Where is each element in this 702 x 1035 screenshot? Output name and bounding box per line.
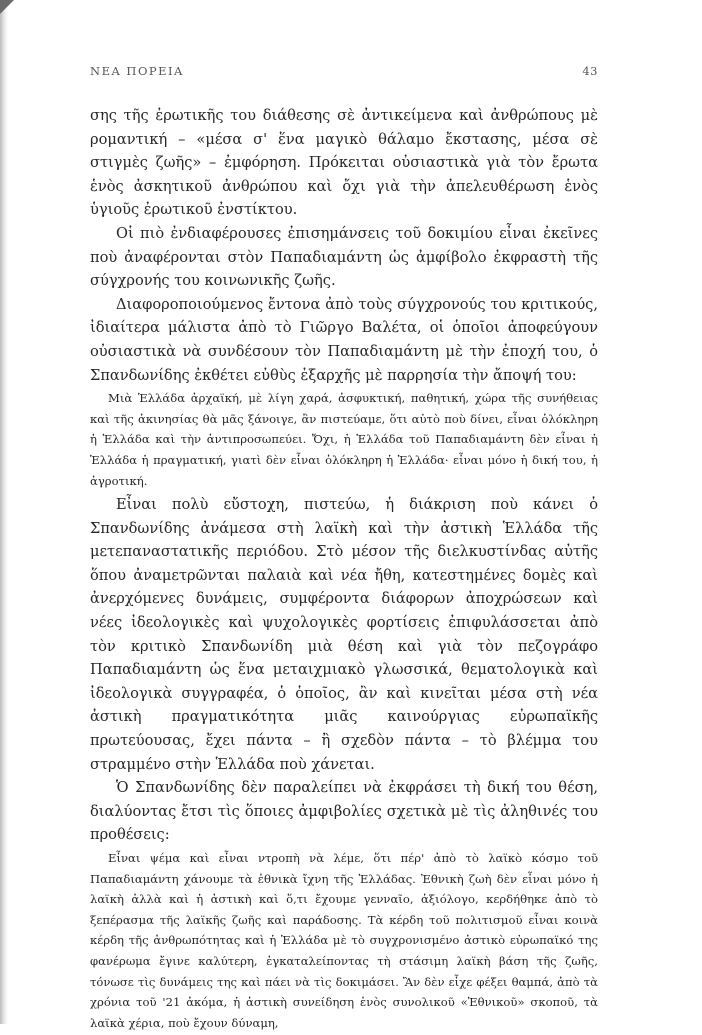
- block-quote-2: Εἶναι ψέμα καὶ εἶναι ντροπὴ νὰ λέμε, ὅτι πέρ' ἀπὸ τὸ λαϊκὸ κόσμο τοῦ Παπαδιαμάντη χάνουμε τὰ ἐθνικὰ ἴχνη τῆς Ἑλλάδας. Ἐθνικὴ ζωὴ δὲν εἶναι μόνο ἡ λαϊκὴ ἀλλὰ καὶ ἡ ἀστικὴ καὶ ὅ,τι ἔχουμε γενναῖο, ἀξιόλογο, κερδήθηκε ἀπὸ τὸ ξεπέρασμα τῆς λαϊκῆς ζωῆς καὶ παράδοσης. Τὰ κέρδη τοῦ πολιτισμοῦ εἶναι κοινὰ κέρδη τῆς ἀνθρωπότητας καὶ ἡ Ἑλλάδα μὲ τὸ συγχρονισμένο ἀστικὸ εὐρωπαϊκό της φανέρωμα ἔγινε καλύτερη, ἐγκαταλείποντας τὴ στάσιμη λαϊκὴ βάση τῆς ζωῆς, τόνωσε τὶς δυνάμεις της καὶ πάει νὰ τὶς δοκιμάσει. Ἂν δὲν εἶχε φέξει θαμπά, ἀπὸ τὰ χρόνια τοῦ '21 ἀκόμα, ἡ ἀστικὴ συνείδηση ἑνὸς συνολικοῦ «Ἐθνικοῦ» σκοποῦ, τὰ λαϊκὰ χέρια, ποὺ ἔχουν δύναμη,: [90, 851, 598, 1030]
- scan-corner-mark: [0, 0, 14, 14]
- block-quote-1: Μιὰ Ἑλλάδα ἀρχαϊκή, μὲ λίγη χαρά, ἀσφυκτική, παθητική, χώρα τῆς συνήθειας καὶ τῆς ἀκινησίας θὰ μᾶς ξάνοιγε, ἂν πιστεύαμε, ὅτι αὐτὸ ποὺ δίνει, εἶναι ὁλόκληρη ἡ Ἑλλάδα καὶ τὴν ἀντιπροσωπεύει. Ὄχι, ἡ Ἑλλάδα τοῦ Παπαδιαμάντη δὲν εἶναι ἡ Ἑλλάδα ἡ πραγματική, γιατὶ δὲν εἶναι ὁλόκληρη ἡ Ἑλλάδα· εἶναι μόνο ἡ δική του, ἡ ἀγροτική.: [90, 391, 598, 488]
- paragraph-2: Οἱ πιὸ ἐνδιαφέρουσες ἐπισημάνσεις τοῦ δοκιμίου εἶναι ἐκεῖνες ποὺ ἀναφέρονται στὸν Παπαδιαμάντη ὡς ἀμφίβολο ἐκφραστὴ τῆς σύγχρονής του κοινωνικῆς ζωῆς.: [90, 224, 598, 290]
- page-gutter-shadow: [0, 0, 8, 1024]
- paragraph-4: Εἶναι πολὺ εὔστοχη, πιστεύω, ἡ διάκριση ποὺ κάνει ὁ Σπανδωνίδης ἀνάμεσα στὴ λαϊκὴ καὶ τὴν ἀστικὴ Ἑλλάδα τῆς μετεπαναστατικῆς περιόδου. Στὸ μέσον τῆς διελκυστίνδας αὐτῆς ὅπου ἀναμετρῶνται παλαιὰ καὶ νέα ἤθη, κατεστημένες δομὲς καὶ ἀνερχόμενες δυνάμεις, συμφέροντα διάφορων ἀποχρώσεων καὶ νέες ἰδεολογικὲς καὶ ψυχολογικὲς φορτίσεις ἐπιφυλάσσεται ἀπὸ τὸν κριτικὸ Σπανδωνίδη μιὰ θέση καὶ γιὰ τὸν πεζογράφο Παπαδιαμάντη ὡς ἕνα μεταιχμιακὸ γλωσσικά, θεματολογικὰ καὶ ἰδεολογικὰ συγγραφέα, ὁ ὁποῖος, ἂν καὶ κινεῖται μέσα στὴ νέα ἀστικὴ πραγματικότητα μιᾶς καινούργιας εὐρωπαϊκῆς πρωτεύουσας, ἔχει πάντα – ἢ σχεδὸν πάντα – τὸ βλέμμα του στραμμένο στὴν Ἑλλάδα ποὺ χάνεται.: [90, 496, 598, 773]
- body-text: [90, 104, 598, 1035]
- page-number: 43: [582, 64, 598, 78]
- running-title: ΝΕΑ ΠΟΡΕΙΑ: [90, 64, 184, 78]
- paragraph-1: σης τῆς ἐρωτικῆς του διάθεσης σὲ ἀντικείμενα καὶ ἀνθρώπους μὲ ρομαντική – «μέσα σ' ἕνα μαγικὸ θάλαμο ἔκστασης, μέσα σὲ στιγμὲς ζωῆς» – ἐμφόρηση. Πρόκειται οὐσιαστικὰ γιὰ τὸν ἔρωτα ἑνὸς ἀσκητικοῦ ἀνθρώπου καὶ ὄχι γιὰ τὴν ἀπελευθέρωση ἑνὸς ὑγιοῦς ἐρωτικοῦ ἐνστίκτου.: [90, 107, 598, 219]
- paragraph-5: Ὁ Σπανδωνίδης δὲν παραλείπει νὰ ἐκφράσει τὴ δική του θέση, διαλύοντας ἔτσι τὶς ὅποιες ἀμφιβολίες σχετικὰ μὲ τὶς ἀληθινές του προθέσεις:: [90, 779, 598, 844]
- paragraph-3: Διαφοροποιούμενος ἔντονα ἀπὸ τοὺς σύγχρονούς του κριτικούς, ἰδιαίτερα μάλιστα ἀπὸ τὸ Γιῶργο Βαλέτα, οἱ ὁποῖοι ἀποφεύγουν οὐσιαστικὰ νὰ συνδέσουν τὸν Παπαδιαμάντη μὲ τὴν ἐποχή του, ὁ Σπανδωνίδης ἐκθέτει εὐθὺς ἐξαρχῆς μὲ παρρησία τὴν ἄποψή του:: [90, 295, 598, 384]
